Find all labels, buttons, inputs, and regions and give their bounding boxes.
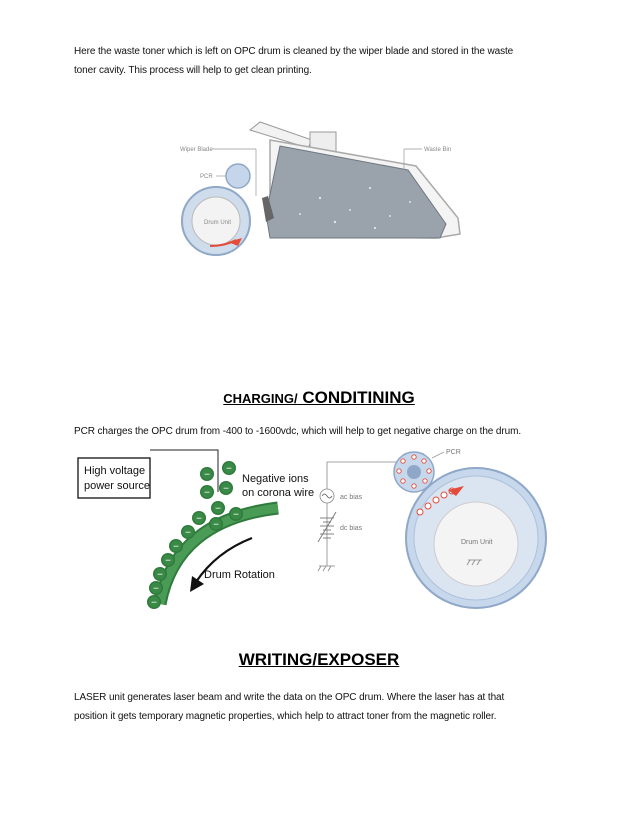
writing-heading-text: WRITING/EXPOSER bbox=[238, 650, 400, 669]
svg-text:−: − bbox=[233, 509, 239, 521]
pcr-label-2: PCR bbox=[446, 449, 461, 456]
svg-text:−: − bbox=[157, 569, 163, 581]
svg-text:−: − bbox=[204, 487, 210, 499]
writing-paragraph bbox=[74, 688, 594, 726]
svg-text:−: − bbox=[185, 527, 191, 539]
charging-diagram bbox=[76, 448, 562, 614]
writing-line-1: LASER unit generates laser beam and write the data on the OPC drum. Where the laser has at that bbox=[74, 692, 505, 703]
ion-10 bbox=[169, 539, 183, 553]
drum-unit-label: Drum Unit bbox=[204, 220, 232, 226]
svg-text:−: − bbox=[213, 519, 219, 531]
svg-text:−: − bbox=[196, 513, 202, 525]
intro-line-2: toner cavity. This process will help to get clean printing. bbox=[74, 65, 312, 76]
svg-text:−: − bbox=[151, 597, 157, 609]
svg-text:−: − bbox=[223, 483, 229, 495]
pcr-label: PCR bbox=[200, 174, 213, 180]
charging-paragraph bbox=[74, 422, 594, 441]
ion-9 bbox=[181, 525, 195, 539]
wiper-blade-label: Wiper Blade bbox=[180, 147, 213, 153]
charging-heading-part-b: CONDITINING bbox=[297, 388, 415, 407]
ion-11 bbox=[161, 553, 175, 567]
waste-toner-diagram bbox=[170, 118, 470, 270]
ion-12 bbox=[153, 567, 167, 581]
ion-6 bbox=[229, 507, 243, 521]
writing-line-2: position it gets temporary magnetic properties, which help to attract toner from the magnetic roller. bbox=[74, 711, 497, 722]
ion-5 bbox=[211, 501, 225, 515]
intro-line-1: Here the waste toner which is left on OPC drum is cleaned by the wiper blade and stored in the waste bbox=[74, 46, 514, 57]
writing-heading bbox=[0, 650, 638, 670]
ion-2 bbox=[222, 461, 236, 475]
charging-heading-part-a: CHARGING/ bbox=[223, 391, 298, 406]
waste-bin-label: Waste Bin bbox=[424, 147, 452, 153]
charging-text: PCR charges the OPC drum from -400 to -1600vdc, which will help to get negative charge on the drum. bbox=[74, 426, 521, 437]
svg-text:−: − bbox=[165, 555, 171, 567]
svg-text:−: − bbox=[153, 583, 159, 595]
ion-13 bbox=[149, 581, 163, 595]
drum-rotation-label: Drum Rotation bbox=[204, 569, 275, 581]
ac-bias-label: ac bias bbox=[340, 494, 363, 501]
hv-source-line-2: power source bbox=[84, 480, 151, 492]
ion-14 bbox=[147, 595, 161, 609]
dc-bias-label: dc bias bbox=[340, 525, 363, 532]
negative-ions-line-2: on corona wire bbox=[242, 487, 315, 499]
charging-heading bbox=[0, 388, 638, 408]
svg-text:−: − bbox=[204, 469, 210, 481]
svg-text:−: − bbox=[173, 541, 179, 553]
ion-7 bbox=[192, 511, 206, 525]
intro-paragraph bbox=[74, 42, 574, 80]
svg-text:−: − bbox=[226, 463, 232, 475]
drum-unit-label-2: Drum Unit bbox=[461, 539, 493, 546]
negative-ions-line-1: Negative ions bbox=[242, 473, 309, 485]
ion-1 bbox=[200, 467, 214, 481]
hv-source-line-1: High voltage bbox=[84, 465, 146, 477]
svg-text:−: − bbox=[215, 503, 221, 515]
ion-4 bbox=[219, 481, 233, 495]
ion-8 bbox=[209, 517, 223, 531]
ion-3 bbox=[200, 485, 214, 499]
